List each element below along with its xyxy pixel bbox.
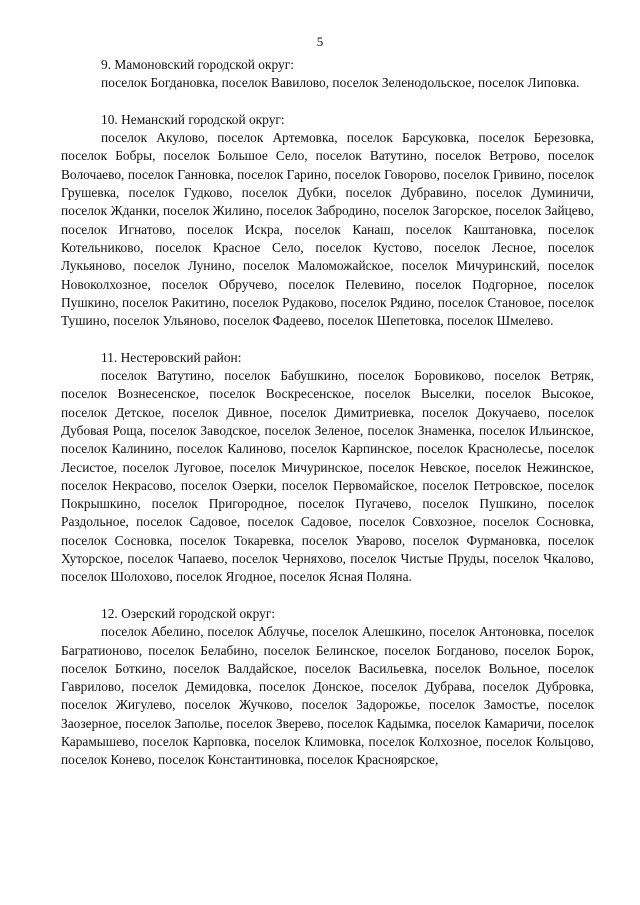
- settlement-list: поселок Ватутино, поселок Бабушкино, поселок Боровиково, поселок Ветряк, поселок Вознесенское, поселок Воскресенское, поселок Выселки, поселок Высокое, поселок Детское, поселок Дивное, поселок Димитриевка, поселок Докучаево, поселок Дубовая Роща, поселок Заводское, поселок Зеленое, поселок Знаменка, поселок Ильинское, поселок Калинино, поселок Калиново, поселок Карпинское, поселок Краснолесье, поселок Лесистое, поселок Луговое, поселок Мичуринское, поселок Невское, поселок Нежинское, поселок Некрасово, поселок Озерки, поселок Первомайское, поселок Петровское, поселок Покрышкино, поселок Пригородное, поселок Пугачево, поселок Пушкино, поселок Раздольное, поселок Садовое, поселок Садовое, поселок Совхозное, поселок Сосновка, поселок Сосновка, поселок Токаревка, поселок Уварово, поселок Фурмановка, поселок Хуторское, поселок Чапаево, поселок Черняхово, поселок Чистые Пруды, поселок Чкалово, поселок Шолохово, поселок Ягодное, поселок Ясная Поляна.: [61, 368, 594, 585]
- settlement-list: поселок Акулово, поселок Артемовка, поселок Барсуковка, поселок Березовка, поселок Бобры, поселок Большое Село, поселок Ватутино, поселок Ветрово, поселок Волочаево, поселок Ганновка, поселок Гарино, поселок Говорово, поселок Гривино, поселок Грушевка, поселок Гудково, поселок Дубки, поселок Дубравино, поселок Думиничи, поселок Жданки, поселок Жилино, поселок Забродино, поселок Загорское, поселок Зайцево, поселок Игнатово, поселок Искра, поселок Канаш, поселок Каштановка, поселок Котельниково, поселок Красное Село, поселок Кустово, поселок Лесное, поселок Лукьяново, поселок Лунино, поселок Маломожайское, поселок Мичуринский, поселок Новоколхозное, поселок Обручево, поселок Пелевино, поселок Подгорное, поселок Пушкино, поселок Ракитино, поселок Рудаково, поселок Рядино, поселок Становое, поселок Тушино, поселок Ульяново, поселок Фадеево, поселок Шепетовка, поселок Шмелево.: [61, 130, 594, 329]
- section-nesterovsky: [61, 349, 594, 587]
- settlement-list: поселок Абелино, поселок Аблучье, поселок Алешкино, поселок Антоновка, поселок Багратионово, поселок Белабино, поселок Белинское, поселок Богданово, поселок Борок, поселок Боткино, поселок Валдайское, поселок Васильевка, поселок Вольное, поселок Гаврилово, поселок Демидовка, поселок Донское, поселок Дубрава, поселок Дубровка, поселок Жигулево, поселок Жучково, поселок Задорожье, поселок Замостье, поселок Заозерное, поселок Заполье, поселок Зверево, поселок Кадымка, поселок Камаричи, поселок Карамышево, поселок Карповка, поселок Климовка, поселок Колхозное, поселок Кольцово, поселок Конево, поселок Константиновка, поселок Красноярское,: [61, 624, 594, 768]
- document-body: [61, 56, 594, 770]
- section-heading: 11. Нестеровский район:: [101, 349, 242, 365]
- page-number: 5: [316, 34, 324, 49]
- section-heading: 9. Мамоновский городской округ:: [101, 57, 294, 72]
- section-nemansky: [61, 111, 594, 331]
- settlement-list: поселок Богдановка, поселок Вавилово, поселок Зеленодольское, поселок Липовка.: [101, 75, 580, 91]
- section-heading: 10. Неманский городской округ:: [101, 111, 285, 127]
- section-mamonovsky: [61, 56, 594, 93]
- section-ozersky: [61, 605, 594, 770]
- section-heading: 12. Озерский городской округ:: [101, 605, 276, 621]
